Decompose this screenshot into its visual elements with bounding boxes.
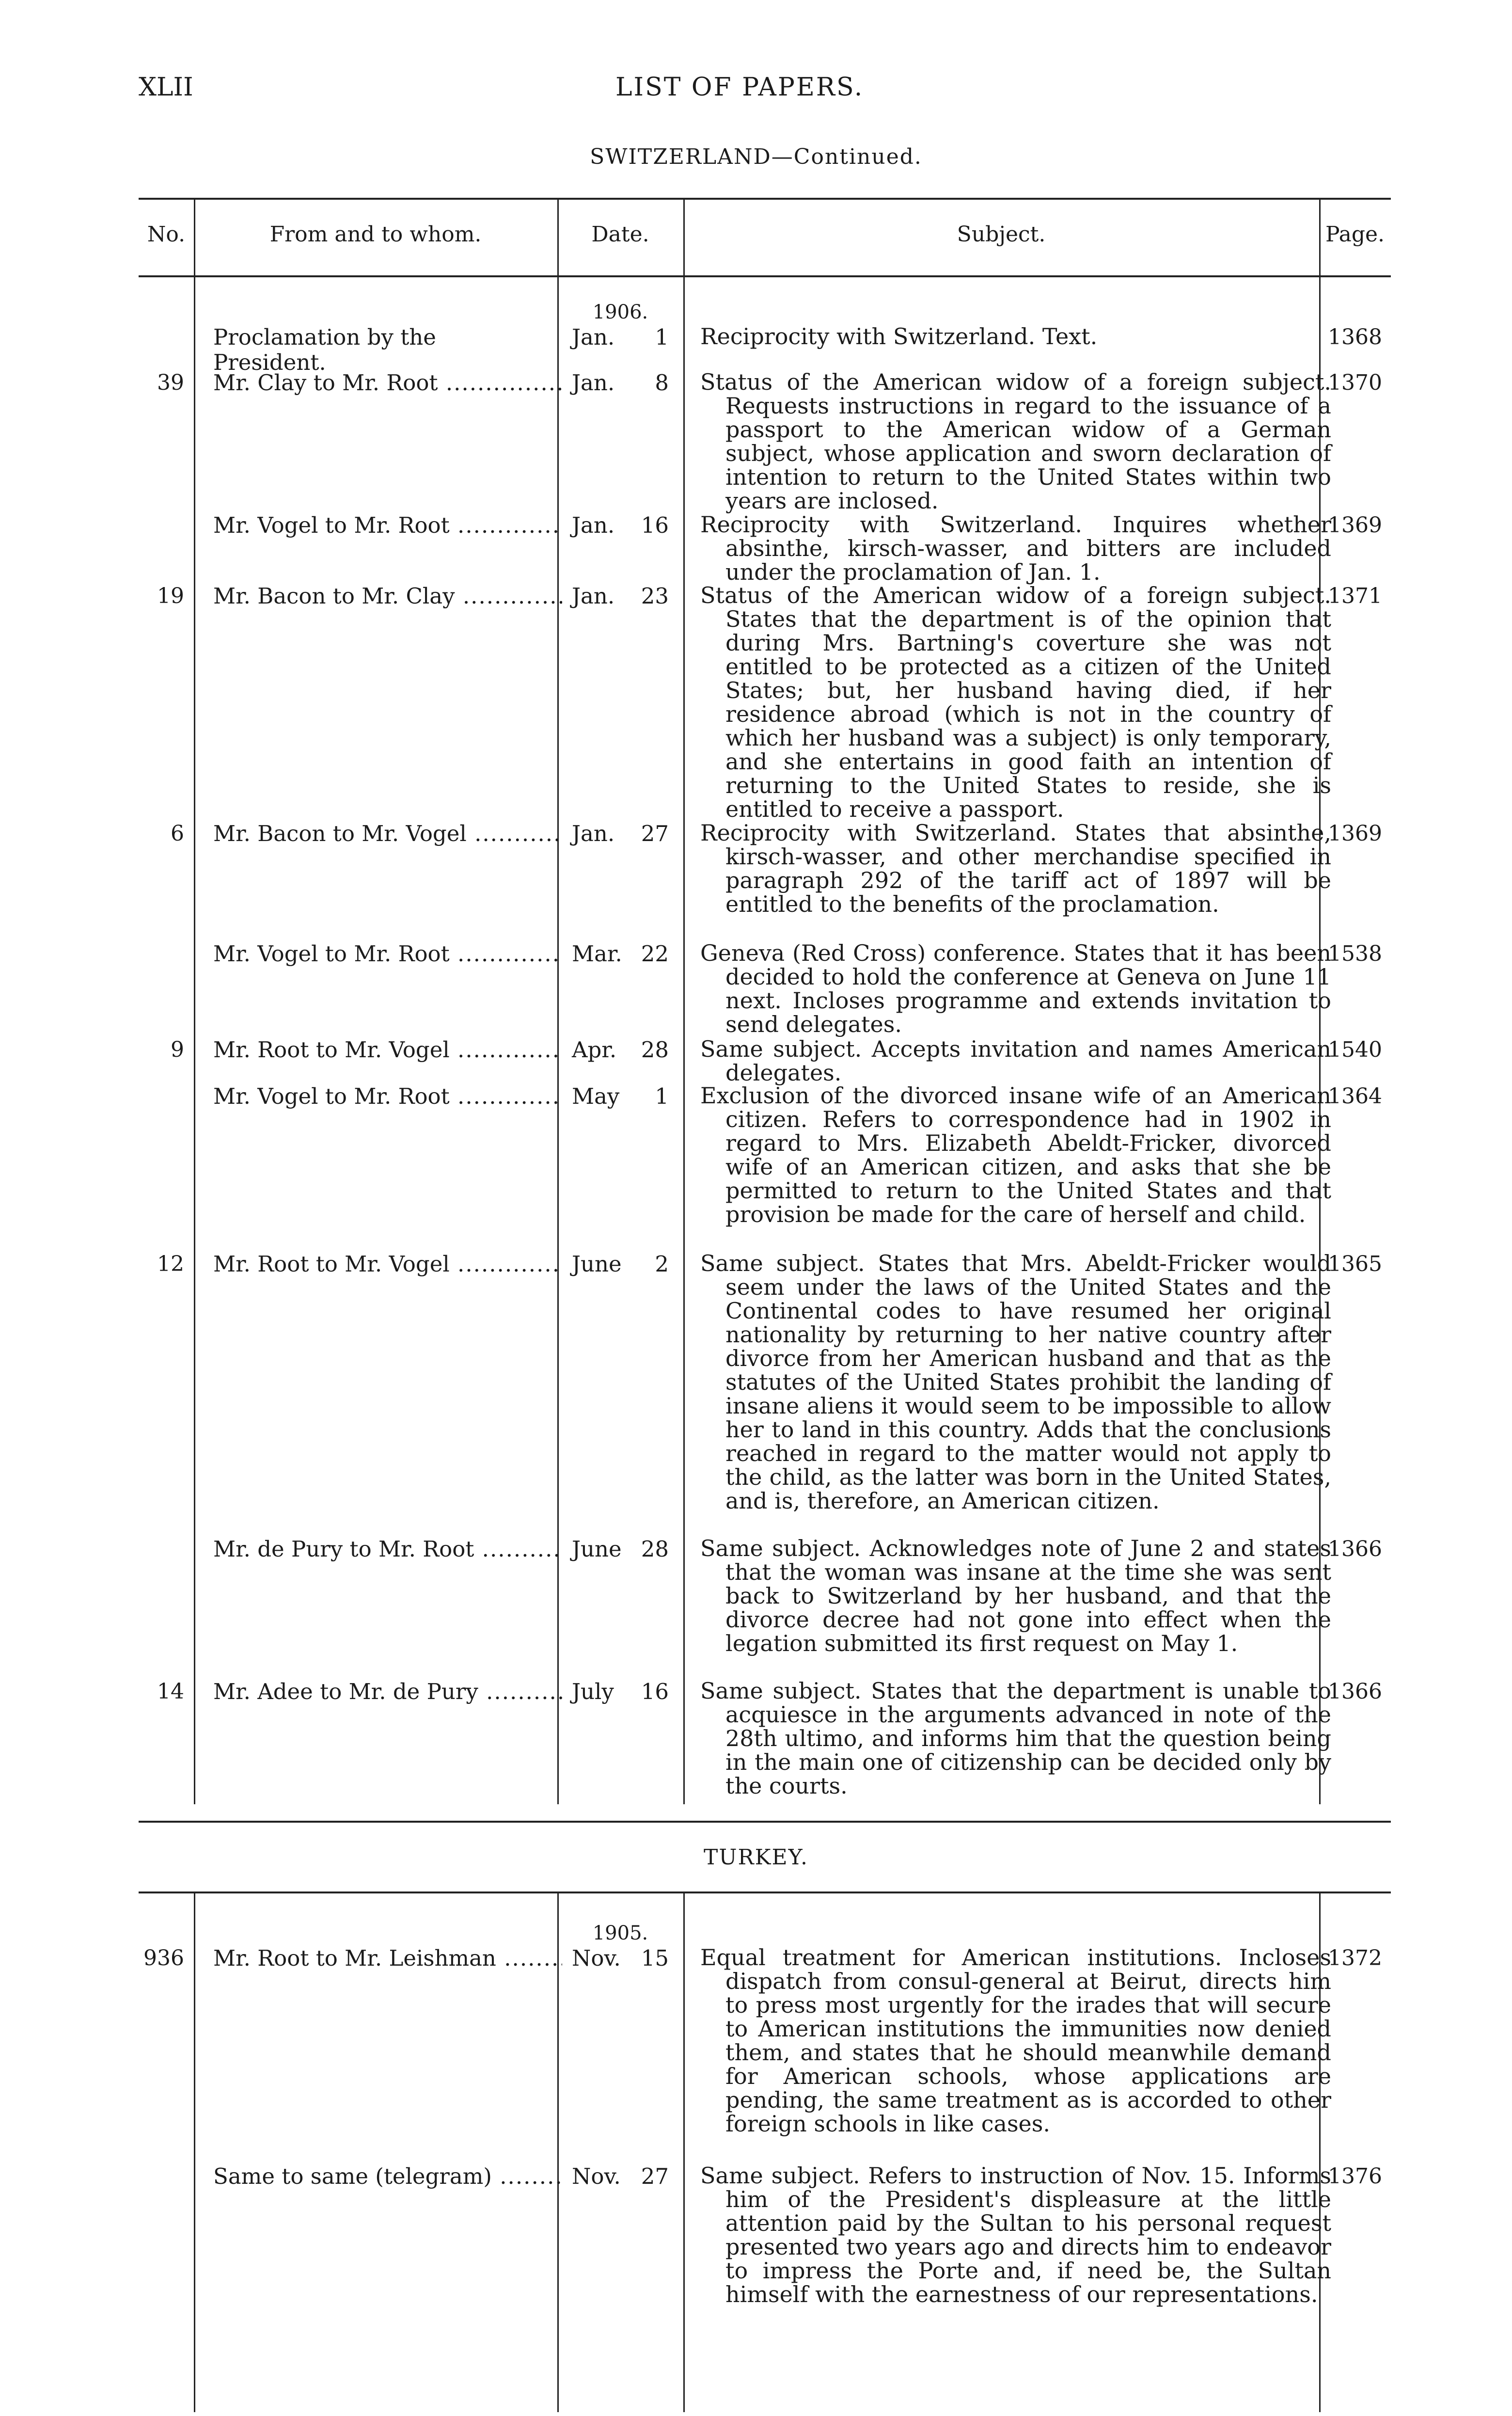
row-day: 22 [641, 941, 669, 967]
row-month: Jan. [572, 512, 615, 538]
row-page: 1372 [1328, 1946, 1382, 1971]
row-from: Mr. Vogel to Mr. Root ..... [213, 1084, 562, 1109]
row-from: Mr. Vogel to Mr. Root ..... [213, 941, 562, 967]
page-title: LIST OF PAPERS. [615, 73, 864, 102]
row-day: 15 [641, 1945, 669, 1971]
row-subject: Exclusion of the divorced insane wife of an American citizen. Refers to correspondence had in 1902 in regard to Mrs. Elizabeth Abeldt-Fricker, divorced wife of an American citizen, and asks that she be permitted to return to the United States and that provision be made for the care of herself and child. [700, 1082, 1331, 1227]
row-subject: Status of the American widow of a foreign subject. Requests instructions in regard to the issuance of a passport to the American widow of a German subject, whose application and sworn declaration of intention to return to the United States within two years are inclosed. [700, 369, 1331, 514]
row-day: 16 [641, 512, 669, 538]
row-subject: Same subject. States that the department is unable to acquiesce in the arguments advanced in note of the 28th ultimo, and informs him that the question being in the main one of citizenship can be decided only by the courts. [700, 1678, 1331, 1799]
col-header-no: No. [147, 222, 186, 247]
row-subject: Same subject. Acknowledges note of June 2 and states that the woman was insane at the time she was sent back to Switzerland by her husband, and that the divorce decree had not gone into effect when the legation submitted its first request on May 1. [700, 1535, 1331, 1656]
row-page: 1364 [1328, 1084, 1382, 1109]
row-from: Mr. Bacon to Mr. Vogel ..... [213, 821, 562, 846]
row-page: 1538 [1328, 941, 1382, 966]
row-day: 1 [655, 324, 669, 350]
row-page: 1368 [1328, 325, 1382, 350]
row-number: 9 [171, 1037, 184, 1062]
section-title-switzerland: SWITZERLAND—Continued. [590, 144, 922, 169]
column-divider [683, 1893, 685, 2412]
row-month: July [572, 1679, 614, 1704]
row-from: Mr. de Pury to Mr. Root ..... [213, 1537, 562, 1562]
row-day: 1 [655, 1083, 669, 1109]
row-from: Mr. Bacon to Mr. Clay ..... [213, 584, 562, 609]
row-day: 2 [655, 1251, 669, 1277]
row-number: 6 [171, 821, 184, 846]
row-month: May [572, 1083, 620, 1109]
row-page: 1369 [1328, 821, 1382, 846]
column-divider [194, 1893, 195, 2412]
column-divider [683, 200, 685, 1804]
row-from: Mr. Root to Mr. Vogel ..... [213, 1037, 562, 1063]
row-month: Apr. [572, 1037, 617, 1063]
row-subject: Status of the American widow of a foreign subject. States that the department is of the opinion that during Mrs. Bartning's coverture she was not entitled to be protected as a citizen of the United States; but, her husband having died, if her residence abroad (which is not in the country of which her husband was a subject) is only temporary, and she entertains in good faith an intention of returning to the United States to reside, she is entitled to receive a passport. [700, 582, 1331, 822]
row-from: Same to same (telegram) ..... [213, 2164, 562, 2189]
row-from: Mr. Root to Mr. Leishman ..... [213, 1946, 562, 1971]
row-from: Proclamation by the President. [213, 324, 436, 375]
row-month: June [572, 1251, 622, 1277]
header-bottom-rule [139, 275, 1391, 277]
row-number: 936 [143, 1946, 184, 1971]
row-from: Mr. Adee to Mr. de Pury ..... [213, 1679, 562, 1704]
row-page: 1366 [1328, 1537, 1382, 1561]
row-subject: Reciprocity with Switzerland. States that absinthe, kirsch-wasser, and other merchandise specified in paragraph 292 of the tariff act of 1897 will be entitled to the benefits of the proclamation. [700, 820, 1331, 917]
row-month: Mar. [572, 941, 622, 967]
row-subject: Same subject. States that Mrs. Abeldt-Fricker would seem under the laws of the United States and the Continental codes to have resumed her original nationality by returning to her native country after divorce from her American husband and that as the statutes of the United States prohibit the landing of insane aliens it would seem to be impossible to allow her to land in this country. Adds that the conclusions reached in regard to the matter would not apply to the child, as the latter was born in the United States, and is, therefore, an American citizen. [700, 1250, 1331, 1514]
row-subject: Same subject. Refers to instruction of Nov. 15. Informs him of the President's displeasure at the little attention paid by the Sultan to his personal request presented two years ago and directs him to endeavor to impress the Porte and, if need be, the Sultan himself with the earnestness of our representations. [700, 2162, 1331, 2307]
column-divider [557, 200, 559, 1804]
row-year: 1906. [592, 301, 648, 323]
row-number: 19 [157, 584, 184, 608]
row-page: 1369 [1328, 513, 1382, 538]
row-month: Nov. [572, 2163, 621, 2189]
row-month: Jan. [572, 583, 615, 609]
row-day: 16 [641, 1679, 669, 1704]
row-page: 1366 [1328, 1679, 1382, 1704]
row-page: 1371 [1328, 584, 1382, 608]
col-header-date: Date. [591, 222, 649, 247]
row-day: 8 [655, 370, 669, 396]
col-header-from: From and to whom. [269, 222, 482, 247]
row-day: 23 [641, 583, 669, 609]
row-number: 14 [157, 1679, 184, 1704]
column-divider [557, 1893, 559, 2412]
row-month: Nov. [572, 1945, 621, 1971]
turkey-top-rule [139, 1891, 1391, 1893]
row-day: 28 [641, 1037, 669, 1063]
row-day: 28 [641, 1536, 669, 1562]
row-page: 1540 [1328, 1037, 1382, 1062]
row-subject: Reciprocity with Switzerland. Inquires whether absinthe, kirsch-wasser, and bitters are included under the proclamation of Jan. 1. [700, 511, 1331, 585]
section-title-turkey: TURKEY. [704, 1845, 808, 1870]
table-top-rule [139, 198, 1391, 200]
row-month: Jan. [572, 821, 615, 846]
row-subject: Geneva (Red Cross) conference. States that it has been decided to hold the conference at Geneva on June 11 next. Incloses programme and extends invitation to send delegates. [700, 940, 1331, 1037]
row-from: Mr. Clay to Mr. Root ..... [213, 370, 562, 396]
row-day: 27 [641, 2163, 669, 2189]
row-page: 1365 [1328, 1252, 1382, 1276]
col-header-page: Page. [1325, 222, 1385, 247]
row-page: 1370 [1328, 370, 1382, 395]
row-page: 1376 [1328, 2164, 1382, 2189]
column-divider [194, 200, 195, 1804]
row-subject: Same subject. Accepts invitation and names American delegates. [700, 1036, 1331, 1086]
row-year: 1905. [592, 1922, 648, 1944]
table-bottom-rule [139, 1821, 1391, 1823]
col-header-subject: Subject. [957, 222, 1046, 247]
row-month: Jan. [572, 324, 615, 350]
row-month: Jan. [572, 370, 615, 396]
row-day: 27 [641, 821, 669, 846]
page-folio: XLII [139, 73, 193, 102]
row-subject: Equal treatment for American institutions. Incloses dispatch from consul-general at Beirut, directs him to press most urgently for the irades that will secure to American institutions the immunities now denied them, and states that he should meanwhile demand for American schools, whose applications are pending, the same treatment as is accorded to other foreign schools in like cases. [700, 1944, 1331, 2137]
row-number: 39 [157, 370, 184, 395]
row-month: June [572, 1536, 622, 1562]
row-number: 12 [157, 1252, 184, 1276]
row-from: Mr. Root to Mr. Vogel ..... [213, 1252, 562, 1277]
row-from: Mr. Vogel to Mr. Root ..... [213, 513, 562, 538]
row-subject: Reciprocity with Switzerland. Text. [700, 323, 1098, 350]
